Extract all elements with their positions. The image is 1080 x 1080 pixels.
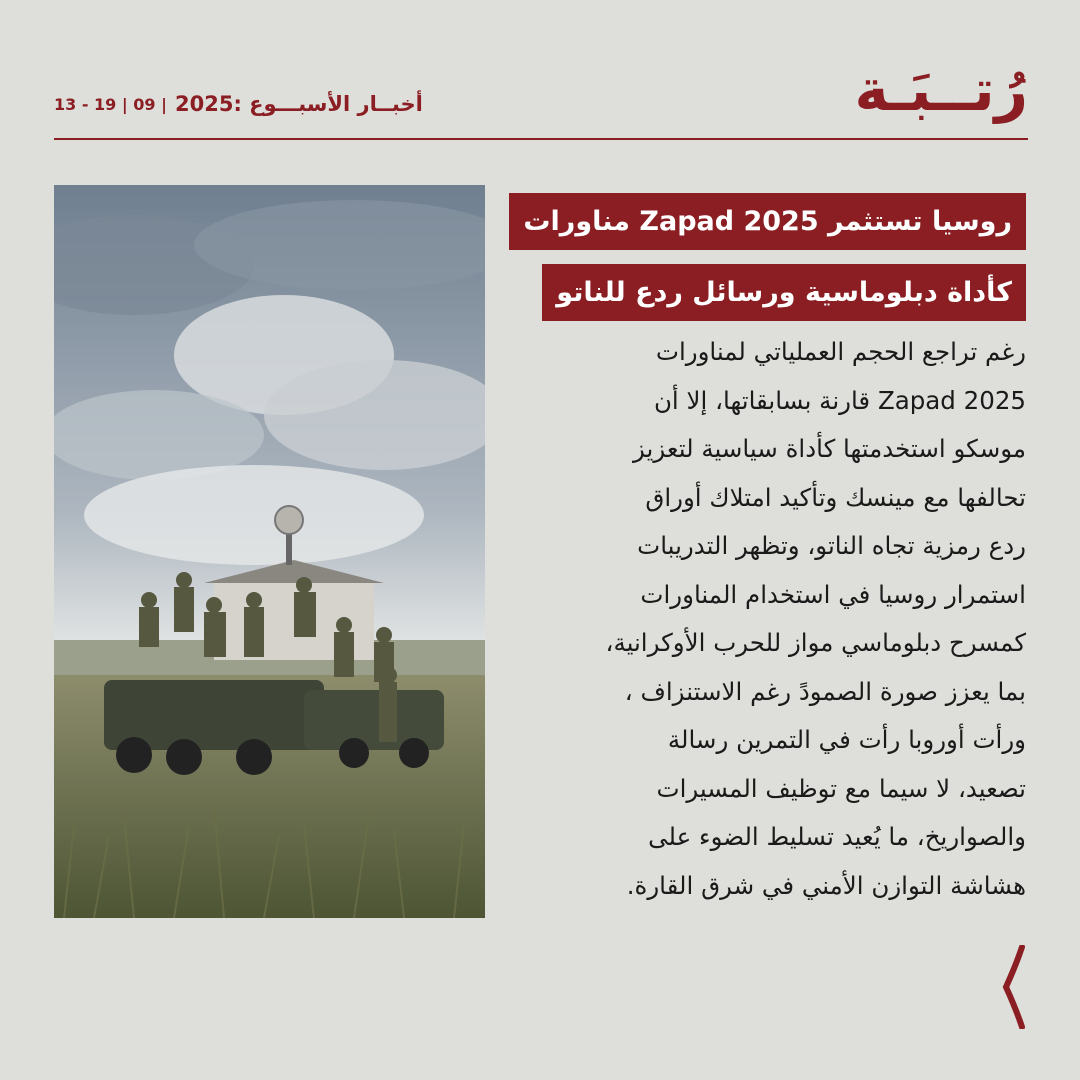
headline — [486, 193, 1026, 321]
logo-text: رُتــبَـة — [854, 56, 1028, 124]
article-body: رغم تراجع الحجم العملياتي لمناورات Zapad 2025 قارنة بسابقاتها، إلا أن موسكو استخدمتها كأداة سياسية لتعزيز تحالفها مع مينسك وتأكيد امتلاك أوراق ردع رمزية تجاه الناتو، وتظهر التدريبات استمرار روسيا في استخدام المناورات كمسرح دبلوماسي مواز للحرب الأوكرانية، بما يعزز صورة الصمودً رغم الاستنزاف ، ورأت أوروبا رأت في التمرين رسالة تصعيد، لا سيما مع توظيف المسيرات والصواريخ، ما يُعيد تسليط الضوء على هشاشة التوازن الأمني في شرق القارة. — [605, 337, 1026, 900]
week-header — [54, 86, 423, 122]
headline-line-1: روسيا تستثمر Zapad 2025 مناورات — [509, 193, 1026, 250]
military-exercise-photo — [54, 185, 485, 918]
date-range: 13 - 19 | 09 | — [54, 94, 167, 114]
chevron-left-icon[interactable] — [998, 945, 1028, 1029]
headline-line-2: كأداة دبلوماسية ورسائل ردع للناتو — [542, 264, 1026, 321]
brand-logo — [838, 50, 1028, 130]
header-divider — [54, 138, 1028, 140]
section-label: أخبــار الأسبـــوع :2025 — [174, 92, 423, 116]
